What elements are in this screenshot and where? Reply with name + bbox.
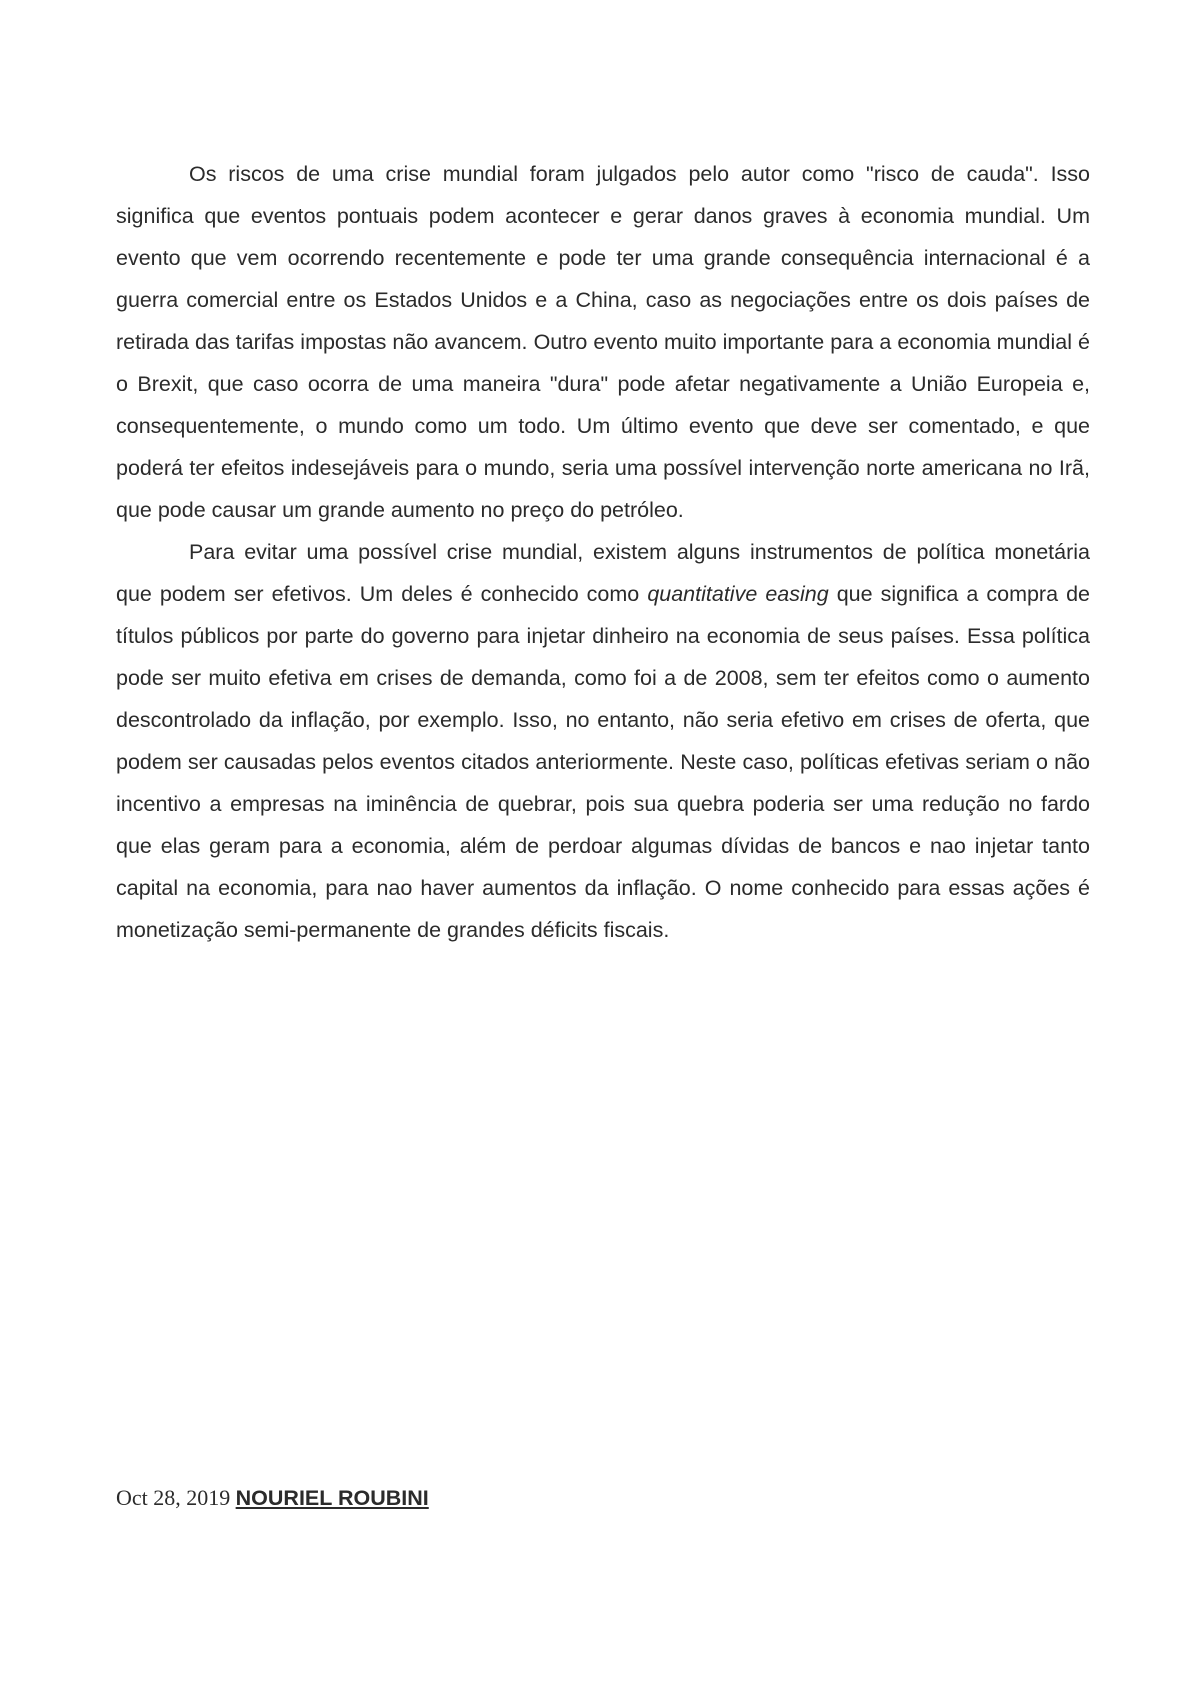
byline bbox=[116, 1483, 429, 1513]
author-name: NOURIEL ROUBINI bbox=[235, 1486, 429, 1510]
paragraph-policy-end: que significa a compra de títulos públicos por parte do governo para injetar dinheiro na economia de seus países. Essa política pode ser muito efetiva em crises de demanda, como foi a de 2008, sem ter efeitos como o aumento descontrolado da inflação, por exemplo. Isso, no entanto, não seria efetivo em crises de oferta, que podem ser causadas pelos eventos citados anteriormente. Neste caso, políticas efetivas seriam o não incentivo a empresas na iminência de quebrar, pois sua quebra poderia ser uma redução no fardo que elas geram para a economia, além de perdoar algumas dívidas de bancos e nao injetar tanto capital na economia, para nao haver aumentos da inflação. O nome conhecido para essas ações é monetização semi-permanente de grandes déficits fiscais. bbox=[116, 582, 1091, 942]
paragraph-risks: Os riscos de uma crise mundial foram julgados pelo autor como "risco de cauda". Isso significa que eventos pontuais podem acontecer e gerar danos graves à economia mundial. Um evento que vem ocorrendo recentemente e pode ter uma grande consequência internacional é a guerra comercial entre os Estados Unidos e a China, caso as negociações entre os dois países de retirada das tarifas impostas não avancem. Outro evento muito importante para a economia mundial é o Brexit, que caso ocorra de uma maneira "dura" pode afetar negativamente a União Europeia e, consequentemente, o mundo como um todo. Um último evento que deve ser comentado, e que poderá ter efeitos indesejáveis para o mundo, seria uma possível intervenção norte americana no Irã, que pode causar um grande aumento no preço do petróleo. bbox=[116, 162, 1090, 522]
document-body bbox=[116, 153, 1090, 951]
publication-date: Oct 28, 2019 bbox=[116, 1485, 231, 1510]
paragraph-policy-start: Para evitar uma possível crise mundial, existem alguns instrumentos de política monetária que podem ser efetivos. Um deles é conhecido como bbox=[116, 540, 1090, 606]
paragraph-policy bbox=[116, 531, 1090, 951]
quantitative-easing-term: quantitative easing bbox=[647, 582, 829, 606]
